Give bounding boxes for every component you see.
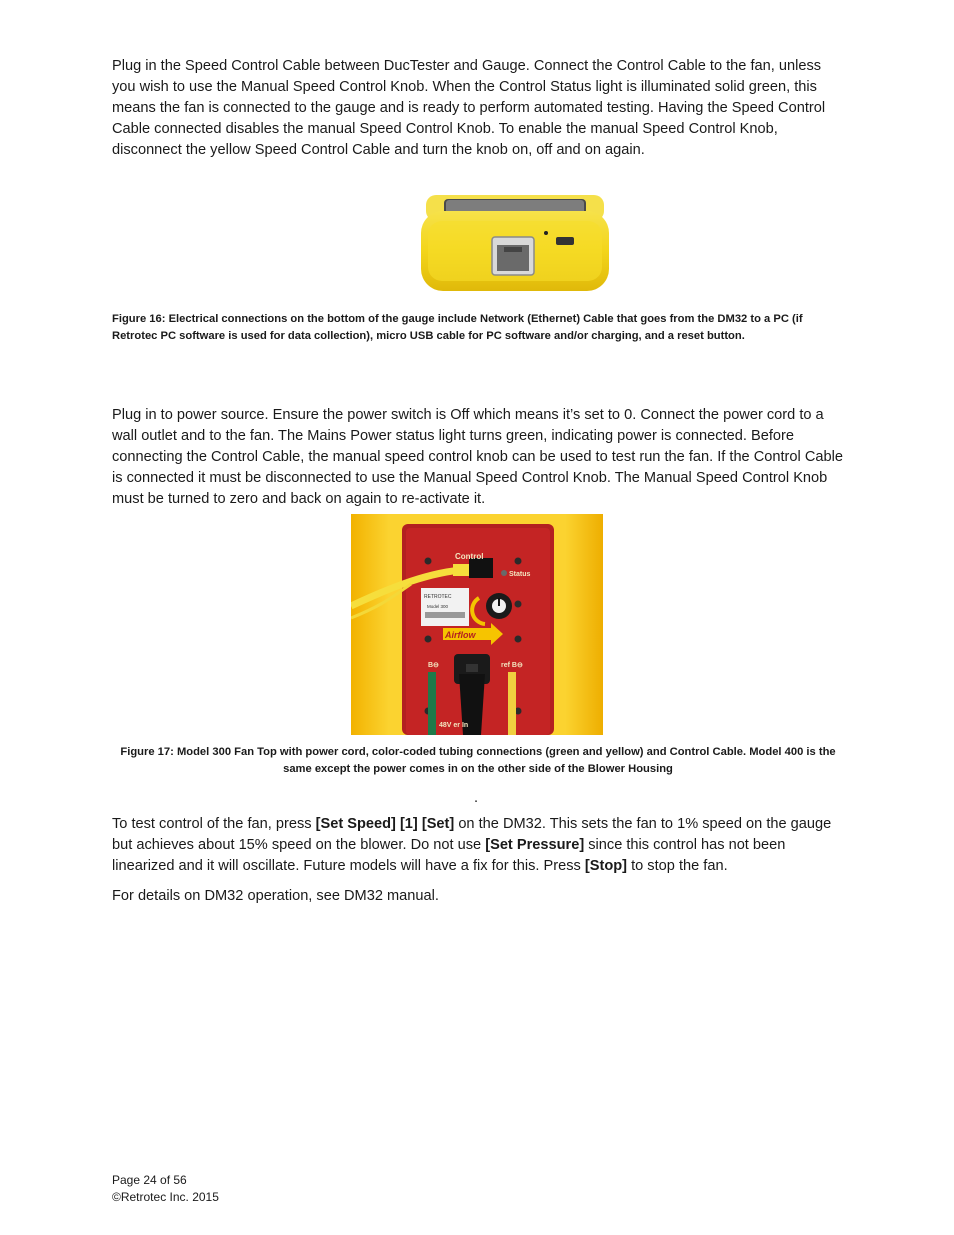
paragraph-test-control [112,814,844,877]
footer-copyright: ©Retrotec Inc. 2015 [112,1190,219,1204]
text-run: on the DM32. This sets the fan to 1% speed on the gauge but achieves about 15% speed on the blower. Do not use [112,816,832,853]
control-label: Control [455,552,484,561]
figure-17-fan-top-photo [351,514,603,735]
figure-17-caption: Figure 17: Model 300 Fan Top with power cord, color-coded tubing connections (green and yellow) and Control Cable. Model 400 is the same except the power comes in on the other side of the Blower Housing [120,746,836,775]
b-port-label: B⊖ [428,662,439,669]
key-stop: [Stop] [584,858,628,874]
figure-16-caption: Figure 16: Electrical connections on the bottom of the gauge include Network (Ethernet) Cable that goes from the DM32 to a PC (if Retrotec PC software is used for data collection), micro USB cable for PC software and/or charging, and a reset button. [112,313,803,342]
figure-16-gauge-photo [418,193,612,297]
airflow-label: Airflow [445,630,476,640]
power-in-label: 48V er In [439,722,469,729]
status-label: Status [509,571,531,578]
paragraph-dm32-details: For details on DM32 operation, see DM32 manual. [112,888,439,904]
stray-period: . [474,790,479,806]
fan-top-image [351,514,603,735]
key-set-pressure: [Set Pressure] [485,837,585,853]
text-run: since this control has not been linearized and it will oscillate. Future models will have a fix for this. Press [112,837,786,874]
text-run: To test control of the fan, press [112,816,316,832]
footer-page-number: Page 24 of 56 [112,1173,187,1187]
gauge-bottom-image [418,193,612,297]
paragraph-power-source: Plug in to power source. Ensure the power switch is Off which means it’s set to 0. Connect the power cord to a wall outlet and to the fan. The Mains Power status light turns green, indicating power is connected. Before connecting the Control Cable, the manual speed control knob can be used to test run the fan. If the Control Cable is connected it must be disconnected to use the Manual Speed Control Knob. The Manual Speed Control Knob must be turned to zero and back on again to re-activate it. [112,407,843,507]
key-set-speed: [Set Speed] [1] [Set] [315,816,455,832]
paragraph-speed-control-cable: Plug in the Speed Control Cable between DucTester and Gauge. Connect the Control Cable to the fan, unless you wish to use the Manual Speed Control Knob. When the Control Status light is illuminated solid green, this means the fan is connected to the gauge and is ready to perform automated testing. Having the Speed Control Cable connected disables the manual Speed Control Knob. To enable the manual Speed Control Knob, disconnect the yellow Speed Control Cable and turn the knob on, off and on again. [112,58,826,158]
ref-b-port-label: ref B⊖ [501,662,523,669]
sticker-model: Model 300 [427,604,449,609]
sticker-brand: RETROTEC [424,594,452,600]
text-run: to stop the fan. [627,858,728,874]
